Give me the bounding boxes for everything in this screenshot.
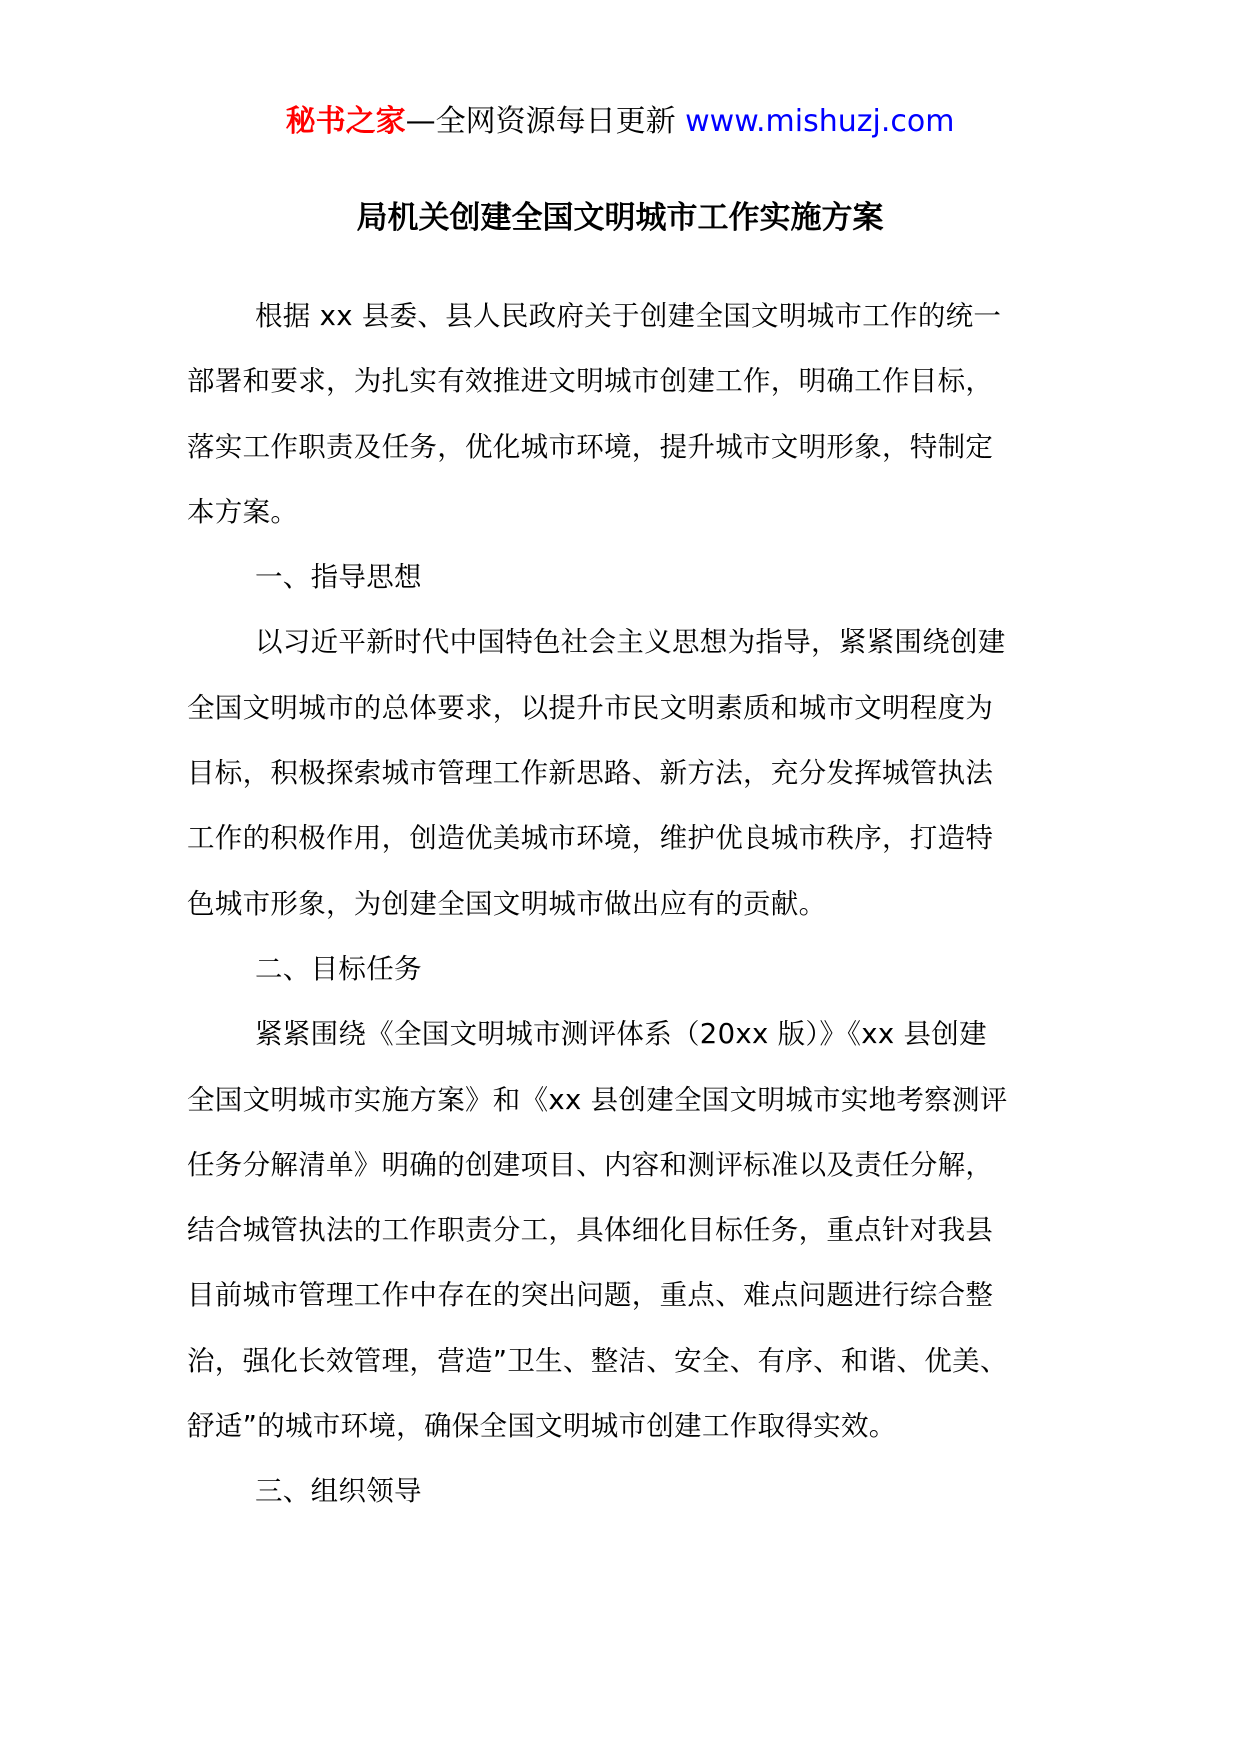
section-heading: 三、组织领导: [255, 1475, 422, 1508]
site-header: [0, 102, 1240, 142]
section-heading: 二、目标任务: [255, 952, 422, 985]
site-url-link[interactable]: www.mishuzj.com: [685, 104, 955, 139]
paragraph-line: 根据 xx 县委、县人民政府关于创建全国文明城市工作的统一: [255, 300, 1002, 332]
section-heading: 一、指导思想: [255, 561, 422, 594]
paragraph-line: 任务分解清单》明确的创建项目、内容和测评标准以及责任分解，: [187, 1148, 994, 1181]
paragraph-line: 治，强化长效管理，营造”卫生、整洁、安全、有序、和谐、优美、: [187, 1344, 1008, 1377]
paragraph-line: 全国文明城市实施方案》和《xx 县创建全国文明城市实地考察测评: [187, 1083, 1008, 1116]
paragraph-line: 紧紧围绕《全国文明城市测评体系（20xx 版）》《xx 县创建: [255, 1018, 987, 1051]
document-body: [187, 284, 1067, 1525]
paragraph-line: 工作的积极作用，创造优美城市环境，维护优良城市秩序，打造特: [187, 822, 994, 855]
paragraph-line: 部署和要求，为扎实有效推进文明城市创建工作，明确工作目标，: [187, 365, 994, 398]
paragraph-line: 以习近平新时代中国特色社会主义思想为指导，紧紧围绕创建: [255, 626, 1006, 659]
brand-name: 秘书之家: [285, 104, 406, 139]
paragraph-line: 舒适”的城市环境，确保全国文明城市创建工作取得实效。: [187, 1410, 897, 1443]
paragraph-line: 落实工作职责及任务，优化城市环境，提升城市文明形象，特制定: [187, 430, 994, 463]
header-tagline: —全网资源每日更新: [405, 104, 686, 139]
paragraph-line: 全国文明城市的总体要求，以提升市民文明素质和城市文明程度为: [187, 691, 994, 724]
paragraph-line: 目标，积极探索城市管理工作新思路、新方法，充分发挥城管执法: [187, 757, 994, 790]
document-title: 局机关创建全国文明城市工作实施方案: [356, 200, 884, 236]
paragraph-line: 色城市形象，为创建全国文明城市做出应有的贡献。: [187, 887, 827, 920]
paragraph-line: 目前城市管理工作中存在的突出问题，重点、难点问题进行综合整: [187, 1279, 994, 1312]
paragraph-line: 本方案。: [187, 495, 299, 528]
paragraph-line: 结合城管执法的工作职责分工，具体细化目标任务，重点针对我县: [187, 1214, 994, 1247]
